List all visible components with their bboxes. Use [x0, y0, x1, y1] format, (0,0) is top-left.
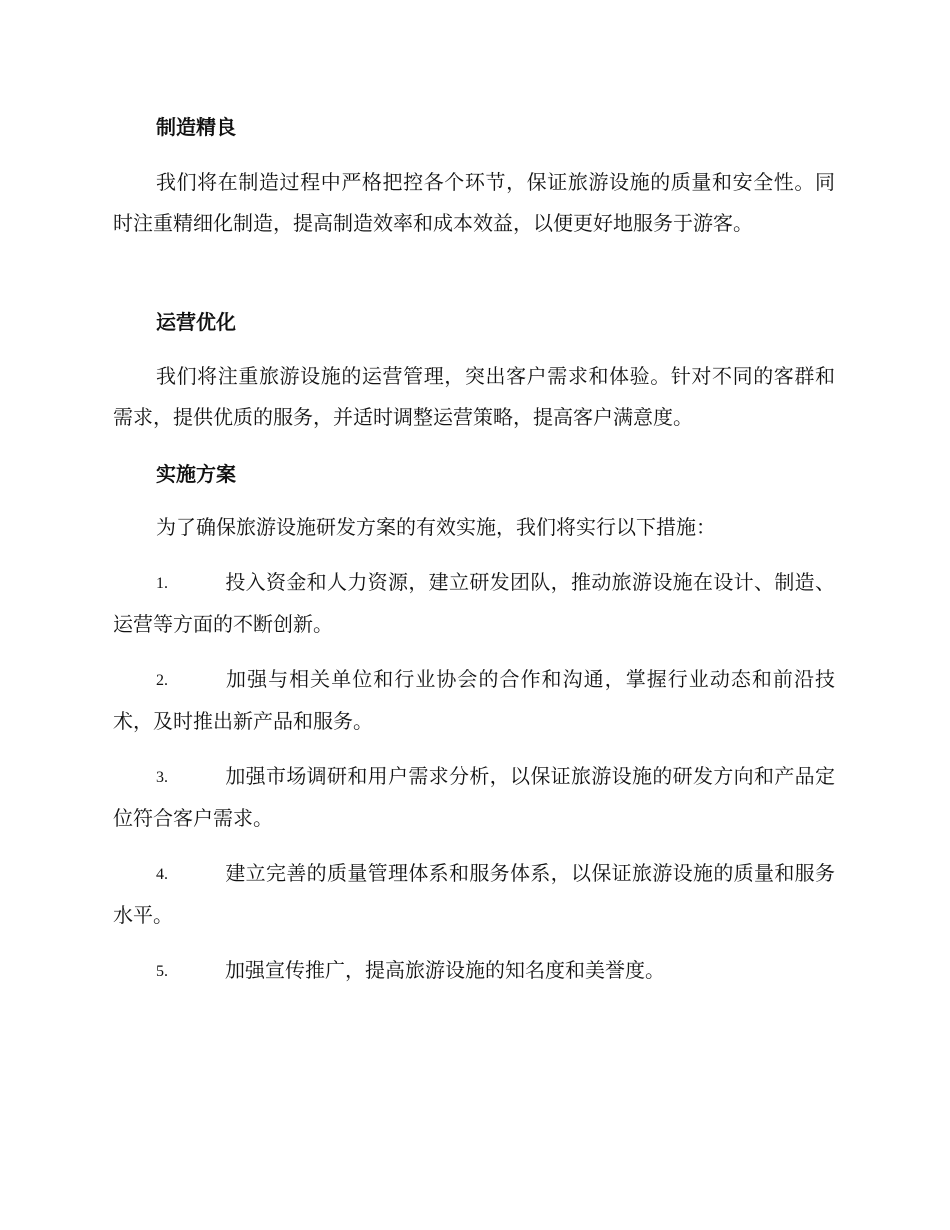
- section-heading: 实施方案: [156, 462, 236, 486]
- list-number: 1.: [156, 575, 168, 592]
- measure-list-item: [113, 853, 835, 936]
- measure-list-item: [113, 756, 835, 839]
- list-number: 2.: [156, 672, 168, 689]
- list-item-text: 投入资金和人力资源，建立研发团队，推动旅游设施在设计、制造、运营等方面的不断创新。: [113, 570, 835, 636]
- list-number: 3.: [156, 769, 168, 786]
- list-number: 5.: [156, 963, 168, 980]
- list-item-text: 建立完善的质量管理体系和服务体系，以保证旅游设施的质量和服务水平。: [113, 861, 835, 927]
- section-heading: 运营优化: [156, 310, 236, 334]
- list-item-text: 加强宣传推广，提高旅游设施的知名度和美誉度。: [225, 958, 665, 982]
- measure-list-item: [113, 562, 835, 645]
- section-paragraph: 我们将注重旅游设施的运营管理，突出客户需求和体验。针对不同的客群和需求，提供优质的服务，并适时调整运营策略，提高客户满意度。: [113, 364, 835, 429]
- section-paragraph: 为了确保旅游设施研发方案的有效实施，我们将实行以下措施：: [156, 515, 716, 539]
- list-number: 4.: [156, 866, 168, 883]
- measure-list-item: [113, 950, 835, 992]
- section-heading: 制造精良: [156, 115, 236, 139]
- measure-list-item: [113, 659, 835, 742]
- list-item-text: 加强与相关单位和行业协会的合作和沟通，掌握行业动态和前沿技术，及时推出新产品和服务。: [113, 667, 835, 733]
- list-item-text: 加强市场调研和用户需求分析，以保证旅游设施的研发方向和产品定位符合客户需求。: [113, 764, 835, 830]
- section-paragraph: 我们将在制造过程中严格把控各个环节，保证旅游设施的质量和安全性。同时注重精细化制造，提高制造效率和成本效益，以便更好地服务于游客。: [113, 170, 835, 235]
